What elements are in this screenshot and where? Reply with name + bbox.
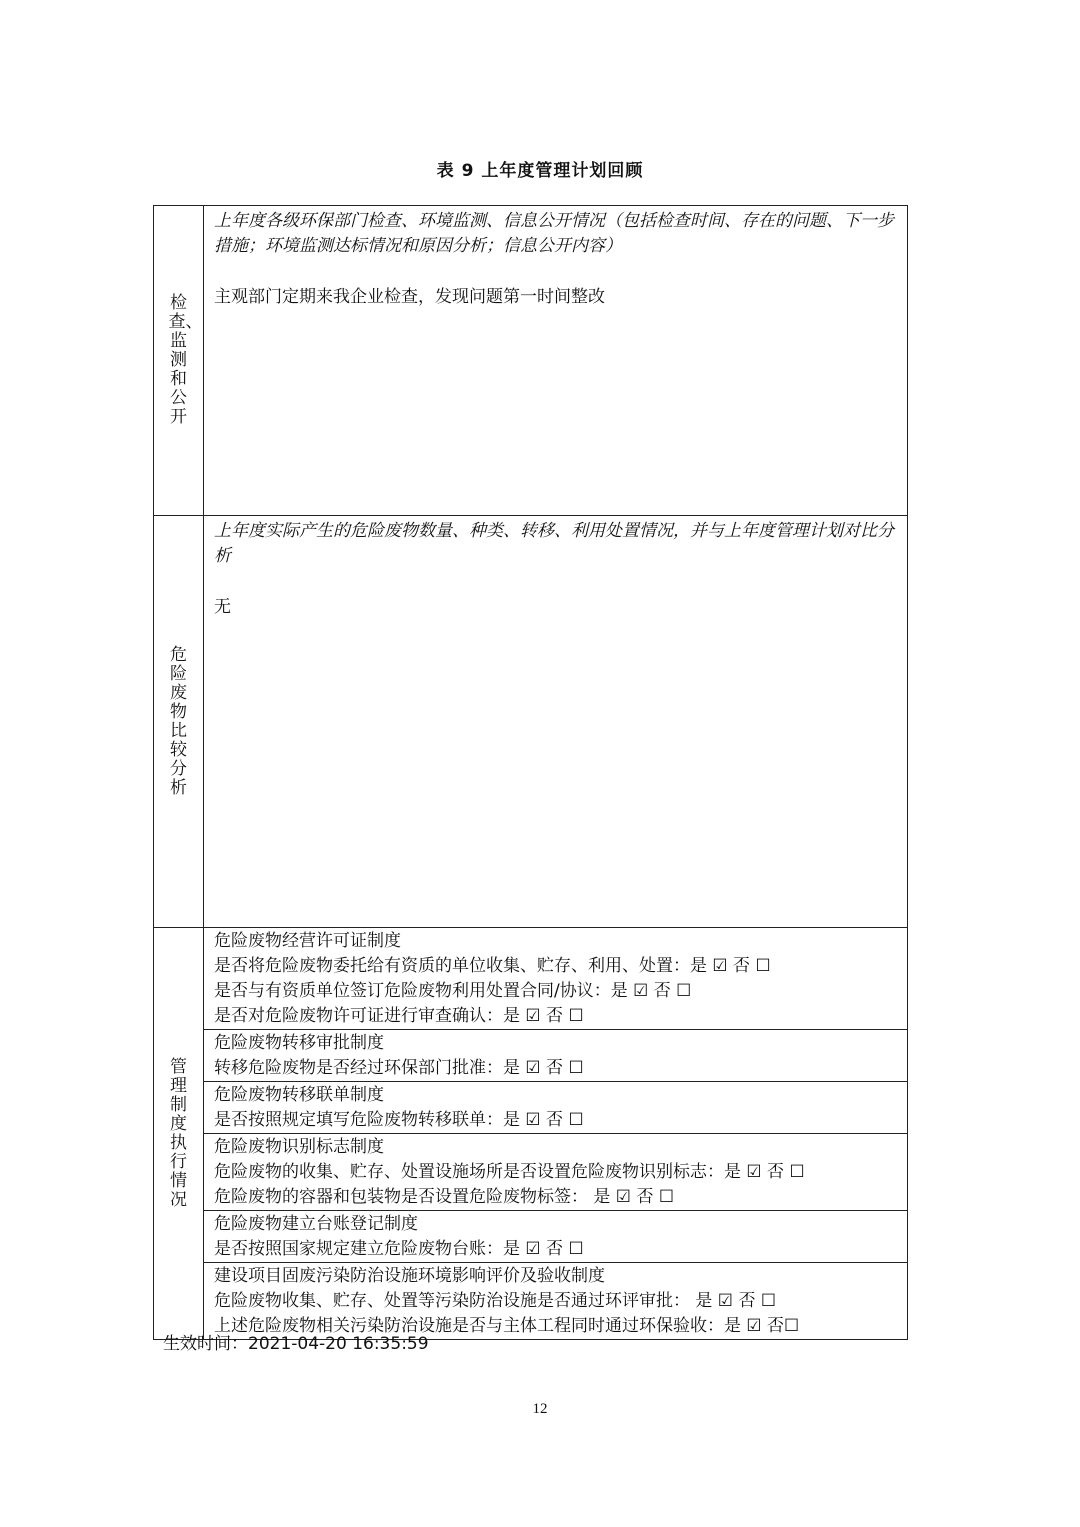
management-group-cell	[204, 928, 908, 1030]
group-line: 上述危险废物相关污染防治设施是否与主体工程同时通过环保验收：是 ☑ 否☐	[214, 1316, 800, 1336]
group-line: 是否将危险废物委托给有资质的单位收集、贮存、利用、处置：是 ☑ 否 ☐	[214, 956, 771, 976]
group-line: 是否按照规定填写危险废物转移联单：是 ☑ 否 ☐	[214, 1110, 584, 1130]
hazardous-intro: 上年度实际产生的危险废物数量、种类、转移、利用处置情况，并与上年度管理计划对比分析	[214, 521, 894, 566]
management-group-cell	[204, 1134, 908, 1211]
section-content-cell	[204, 206, 908, 516]
section-content-cell	[204, 516, 908, 928]
management-group-cell	[204, 1082, 908, 1134]
management-row	[154, 1263, 908, 1340]
inspection-intro: 上年度各级环保部门检查、环境监测、信息公开情况（包括检查时间、存在的问题、下一步措施；环境监测达标情况和原因分析；信息公开内容）	[214, 211, 894, 256]
group-line: 危险废物识别标志制度	[214, 1137, 384, 1157]
section-hazardous-row	[154, 516, 908, 928]
section-label-hazardous: 危险废物比较分析	[170, 644, 187, 798]
table-title: 表 9 上年度管理计划回顾	[436, 161, 644, 181]
group-line: 危险废物转移审批制度	[214, 1033, 384, 1053]
group-line: 危险废物收集、贮存、处置等污染防治设施是否通过环评审批： 是 ☑ 否 ☐	[214, 1291, 777, 1311]
group-line: 危险废物经营许可证制度	[214, 931, 401, 951]
group-line: 危险废物建立台账登记制度	[214, 1214, 418, 1234]
group-line: 是否与有资质单位签订危险废物利用处置合同/协议：是 ☑ 否 ☐	[214, 981, 692, 1001]
group-line: 是否对危险废物许可证进行审查确认：是 ☑ 否 ☐	[214, 1006, 584, 1026]
hazardous-content: 无	[214, 597, 231, 617]
page-number: 12	[532, 1401, 548, 1417]
section-label-management: 管理制度执行情况	[170, 1056, 187, 1210]
section-inspection-row	[154, 206, 908, 516]
management-group-cell	[204, 1030, 908, 1082]
group-line: 转移危险废物是否经过环保部门批准：是 ☑ 否 ☐	[214, 1058, 584, 1078]
effective-time: 生效时间：2021-04-20 16:35:59	[163, 1334, 429, 1354]
section-label-cell	[154, 516, 204, 928]
section-label-inspection: 检查、监测和公开	[168, 293, 203, 427]
management-row	[154, 1211, 908, 1263]
management-row	[154, 1134, 908, 1211]
management-group-cell	[204, 1263, 908, 1340]
management-row	[154, 1082, 908, 1134]
inspection-content: 主观部门定期来我企业检查，发现问题第一时间整改	[214, 287, 605, 307]
review-table	[153, 205, 908, 1340]
group-line: 建设项目固废污染防治设施环境影响评价及验收制度	[214, 1266, 605, 1286]
group-line: 危险废物的容器和包装物是否设置危险废物标签： 是 ☑ 否 ☐	[214, 1187, 675, 1207]
management-group-cell	[204, 1211, 908, 1263]
management-row	[154, 928, 908, 1030]
group-line: 危险废物的收集、贮存、处置设施场所是否设置危险废物识别标志：是 ☑ 否 ☐	[214, 1162, 805, 1182]
group-line: 危险废物转移联单制度	[214, 1085, 384, 1105]
section-label-cell	[154, 928, 204, 1340]
management-row	[154, 1030, 908, 1082]
group-line: 是否按照国家规定建立危险废物台账：是 ☑ 否 ☐	[214, 1239, 584, 1259]
section-label-cell	[154, 206, 204, 516]
